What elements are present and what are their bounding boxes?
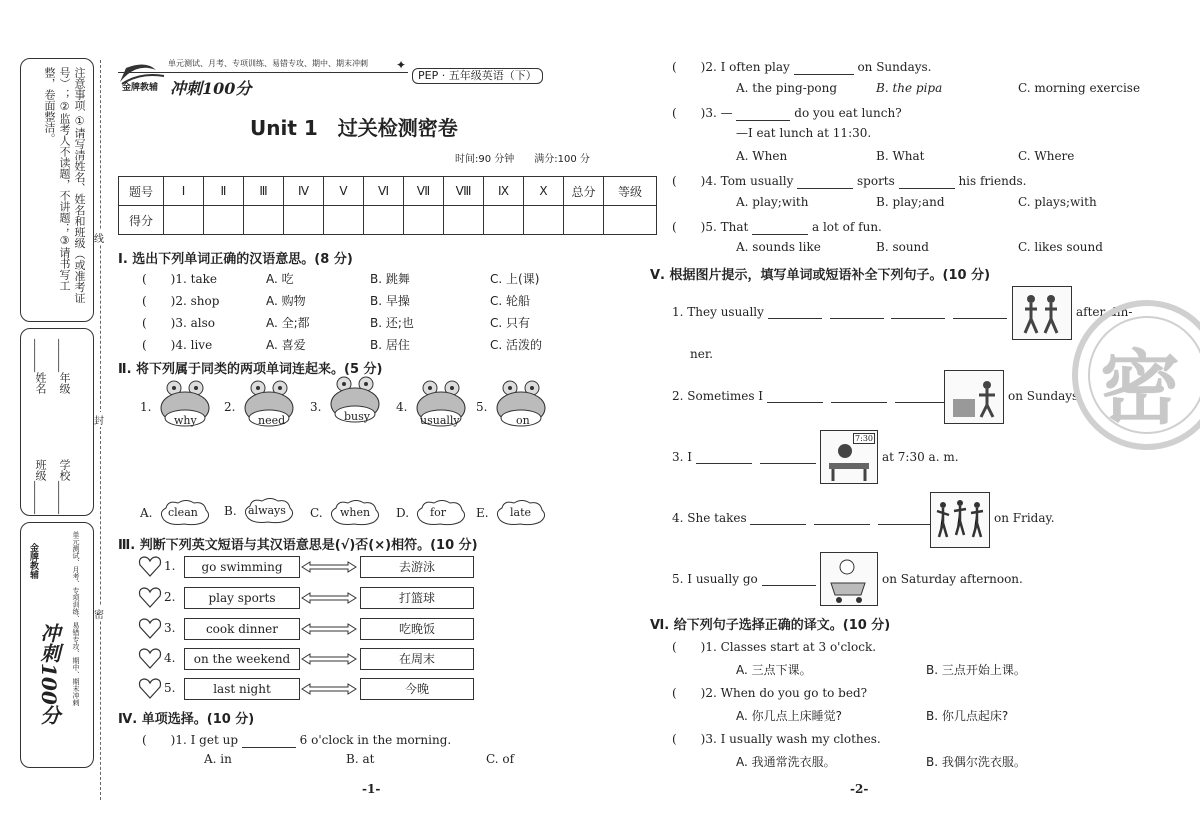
sidebar-series: 单元测试、月考、专项训练、易错专攻、期中、期末冲刺 [72, 531, 80, 706]
score-cell[interactable] [244, 206, 284, 235]
score-cell[interactable] [164, 206, 204, 235]
score-head-cell: Ⅰ [164, 177, 204, 206]
sec4-q3-line2: —I eat lunch at 11:30. [736, 126, 872, 140]
answer-blank[interactable] [814, 524, 870, 525]
header-rule [118, 72, 408, 73]
phrase-en: play sports [184, 587, 300, 609]
score-cell[interactable] [564, 206, 604, 235]
sec4-q2-a: A. the ping-pong [736, 81, 838, 95]
sec4-q2: ( )2. I often play on Sundays. [672, 60, 932, 74]
sidebar-logo: 冲刺100分 [37, 623, 61, 725]
series-text: 单元测试、月考、专项训练、易错专攻、期中、期末冲刺 [168, 59, 368, 68]
sec1-item: ( )3. also A. 全;都 B. 还;也 C. 只有 [142, 316, 531, 330]
judge-row: 4. on the weekend 在周末 [138, 648, 478, 672]
score-head-cell: Ⅸ [484, 177, 524, 206]
sec4-q4-c: C. plays;with [1018, 195, 1097, 209]
answer-blank[interactable] [891, 318, 945, 319]
answer-blank[interactable] [830, 318, 884, 319]
sec4-q2-b: B. the pipa [876, 81, 943, 95]
score-head-cell: Ⅳ [284, 177, 324, 206]
double-arrow-icon [300, 683, 358, 695]
score-row-label: 得分 [119, 206, 164, 235]
secret-stamp [1072, 300, 1200, 450]
sec6-item-a: A. 我通常洗衣服。 [736, 755, 836, 769]
score-head-cell: 等级 [604, 177, 657, 206]
page-number-2: -2- [850, 782, 869, 796]
sec6-item-a: A. 三点下课。 [736, 663, 812, 677]
answer-blank[interactable] [242, 747, 296, 748]
picture-shopping [820, 552, 878, 606]
answer-blank[interactable] [878, 524, 934, 525]
sidebar-brand: 金牌教辅 [28, 543, 38, 579]
sec4-q3-c: C. Where [1018, 149, 1075, 163]
sec6-item-b: B. 三点开始上课。 [926, 663, 1026, 677]
score-cell[interactable] [604, 206, 657, 235]
phrase-cn: 今晚 [360, 678, 474, 700]
housework-icon [945, 371, 1003, 423]
answer-blank[interactable] [760, 463, 816, 464]
picture-walking [1012, 286, 1072, 340]
brand-name: 金牌教辅 [122, 83, 159, 93]
sec5-item: 1. They usually [672, 305, 1007, 319]
answer-blank[interactable] [750, 524, 806, 525]
phrase-cn: 去游泳 [360, 556, 474, 578]
student-info-box [20, 328, 94, 516]
sec6-item-b: B. 你几点起床? [926, 709, 1009, 723]
double-arrow-icon [300, 592, 358, 604]
score-cell[interactable] [404, 206, 444, 235]
double-arrow-icon [300, 623, 358, 635]
time-score: 时间:90 分钟 满分:100 分 [455, 154, 590, 165]
sec6-item-b: B. 我偶尔洗衣服。 [926, 755, 1026, 769]
sec4-q1: ( )1. I get up 6 o'clock in the morning. [142, 733, 452, 747]
heart-icon[interactable] [138, 556, 162, 578]
sec1-item: ( )2. shop A. 购物 B. 早操 C. 轮船 [142, 294, 531, 308]
phrase-en: on the weekend [184, 648, 300, 670]
judge-row: 1. go swimming 去游泳 [138, 556, 478, 580]
school-field: 学校______ [58, 459, 71, 514]
score-head-cell: Ⅴ [324, 177, 364, 206]
name-field: ______姓名 [34, 339, 47, 394]
sec1-item: ( )4. live A. 喜爱 B. 居住 C. 活泼的 [142, 338, 543, 352]
score-table [118, 176, 657, 235]
seal-mark-secret: 密 [94, 606, 104, 621]
sec5-item1-post: after din- [1076, 305, 1133, 319]
sec4-q5: ( )5. That a lot of fun. [672, 220, 882, 234]
sec4-q3-b: B. What [876, 149, 925, 163]
picture-dancing [930, 492, 990, 548]
score-cell[interactable] [524, 206, 564, 235]
score-head-cell: Ⅲ [244, 177, 284, 206]
answer-blank[interactable] [762, 585, 816, 586]
class-field: 班级______ [34, 459, 47, 514]
section-4-title: Ⅳ. 单项选择。(10 分) [118, 712, 255, 727]
stamp-text: 密 [1100, 342, 1180, 435]
seal-mark-seal: 封 [94, 412, 104, 427]
sec5-item1-cont: ner. [690, 347, 714, 361]
score-head-cell: Ⅷ [444, 177, 484, 206]
answer-blank[interactable] [767, 402, 823, 403]
sec4-q3: ( )3. — do you eat lunch? [672, 106, 902, 120]
score-cell[interactable] [484, 206, 524, 235]
phrase-cn: 在周末 [360, 648, 474, 670]
sec6-item: ( )1. Classes start at 3 o'clock. [672, 640, 877, 654]
heart-icon[interactable] [138, 587, 162, 609]
sec6-item: ( )2. When do you go to bed? [672, 686, 868, 700]
shopping-cart-icon [821, 553, 877, 605]
score-head-cell: Ⅱ [204, 177, 244, 206]
header-logo: 冲刺100分 [170, 79, 252, 98]
answer-blank[interactable] [768, 318, 822, 319]
sec5-item4-post: on Friday. [994, 511, 1055, 525]
score-head-cell: 总分 [564, 177, 604, 206]
picture-housework [944, 370, 1004, 424]
answer-blank[interactable] [953, 318, 1007, 319]
section-6-title: Ⅵ. 给下列句子选择正确的译文。(10 分) [650, 618, 891, 633]
phrase-cn: 打篮球 [360, 587, 474, 609]
sec4-q5-a: A. sounds like [736, 240, 821, 254]
judge-row: 3. cook dinner 吃晚饭 [138, 618, 478, 642]
answer-blank[interactable] [794, 74, 854, 75]
sparkle-icon: ✦ [396, 58, 407, 72]
answer-blank[interactable] [831, 402, 887, 403]
double-arrow-icon [300, 561, 358, 573]
score-cell[interactable] [444, 206, 484, 235]
phrase-en: go swimming [184, 556, 300, 578]
answer-blank[interactable] [899, 188, 955, 189]
picture-breakfast [820, 430, 878, 484]
section-5-title: Ⅴ. 根据图片提示，填写单词或短语补全下列句子。(10 分) [650, 268, 991, 283]
sec1-item: ( )1. take A. 吃 B. 跳舞 C. 上(课) [142, 272, 540, 286]
score-table-row [119, 206, 657, 235]
sec4-q2-c: C. morning exercise [1018, 81, 1141, 95]
score-cell[interactable] [284, 206, 324, 235]
sec5-item: 5. I usually go [672, 572, 816, 586]
heart-icon[interactable] [138, 678, 162, 700]
sec4-q4-a: A. play;with [736, 195, 809, 209]
judge-row: 2. play sports 打篮球 [138, 587, 478, 611]
heart-icon[interactable] [138, 618, 162, 640]
heart-icon[interactable] [138, 648, 162, 670]
phrase-en: cook dinner [184, 618, 300, 640]
score-cell[interactable] [324, 206, 364, 235]
answer-blank[interactable] [736, 120, 790, 121]
sec4-q1-a: A. in [204, 752, 232, 766]
page-title: Unit 1 过关检测密卷 [250, 116, 458, 140]
notice-text: 注意事项 ①请写清姓名、姓名和班级（或准考证号）；②监考人不读题，不讲题；③请书写工整，卷面整洁。 [43, 67, 86, 304]
sec5-item: 4. She takes [672, 511, 934, 525]
sec4-q1-c: C. of [486, 752, 515, 766]
seal-dashed-line [100, 60, 101, 800]
section-1-title: Ⅰ. 选出下列单词正确的汉语意思。(8 分) [118, 252, 353, 267]
sec5-item: 3. I [672, 450, 816, 464]
phrase-cn: 吃晚饭 [360, 618, 474, 640]
sec6-item-a: A. 你几点上床睡觉? [736, 709, 842, 723]
score-cell[interactable] [364, 206, 404, 235]
sec4-q5-b: B. sound [876, 240, 929, 254]
score-table-header [119, 177, 657, 206]
sec4-q4-b: B. play;and [876, 195, 945, 209]
answer-blank[interactable] [696, 463, 752, 464]
sidebar-logo-box [20, 522, 94, 768]
section-2-title: Ⅱ. 将下列属于同类的两项单词连起来。(5 分) [118, 362, 383, 377]
sec4-q3-a: A. When [736, 149, 788, 163]
score-head-cell: Ⅹ [524, 177, 564, 206]
answer-blank[interactable] [752, 234, 808, 235]
score-head-cell: Ⅶ [404, 177, 444, 206]
grade-field: ______年级 [58, 339, 71, 394]
sec4-q1-b: B. at [346, 752, 375, 766]
score-cell[interactable] [204, 206, 244, 235]
score-head-cell: 题号 [119, 177, 164, 206]
page-number-1: -1- [362, 782, 381, 796]
answer-blank[interactable] [895, 402, 951, 403]
sec5-item: 2. Sometimes I [672, 389, 951, 403]
sec5-item5-post: on Saturday afternoon. [882, 572, 1023, 586]
dancing-icon [931, 493, 989, 547]
sec5-item2-post: on Sundays. [1008, 389, 1083, 403]
sec5-item3-post: at 7:30 a. m. [882, 450, 959, 464]
section-3-title: Ⅲ. 判断下列英文短语与其汉语意思是(√)否(×)相符。(10 分) [118, 538, 478, 553]
people-walking-icon [1013, 287, 1071, 339]
answer-blank[interactable] [797, 188, 853, 189]
judge-row: 5. last night 今晚 [138, 678, 478, 702]
score-head-cell: Ⅵ [364, 177, 404, 206]
grade-tag: PEP · 五年级英语（下） [412, 68, 543, 84]
sec6-item: ( )3. I usually wash my clothes. [672, 732, 881, 746]
clock-label: 7:30 [855, 434, 873, 443]
notice-box [20, 58, 94, 322]
sec4-q5-c: C. likes sound [1018, 240, 1103, 254]
seal-mark-line: 线 [94, 230, 104, 245]
phrase-en: last night [184, 678, 300, 700]
sec4-q4: ( )4. Tom usually sports his friends. [672, 174, 1027, 188]
double-arrow-icon [300, 653, 358, 665]
